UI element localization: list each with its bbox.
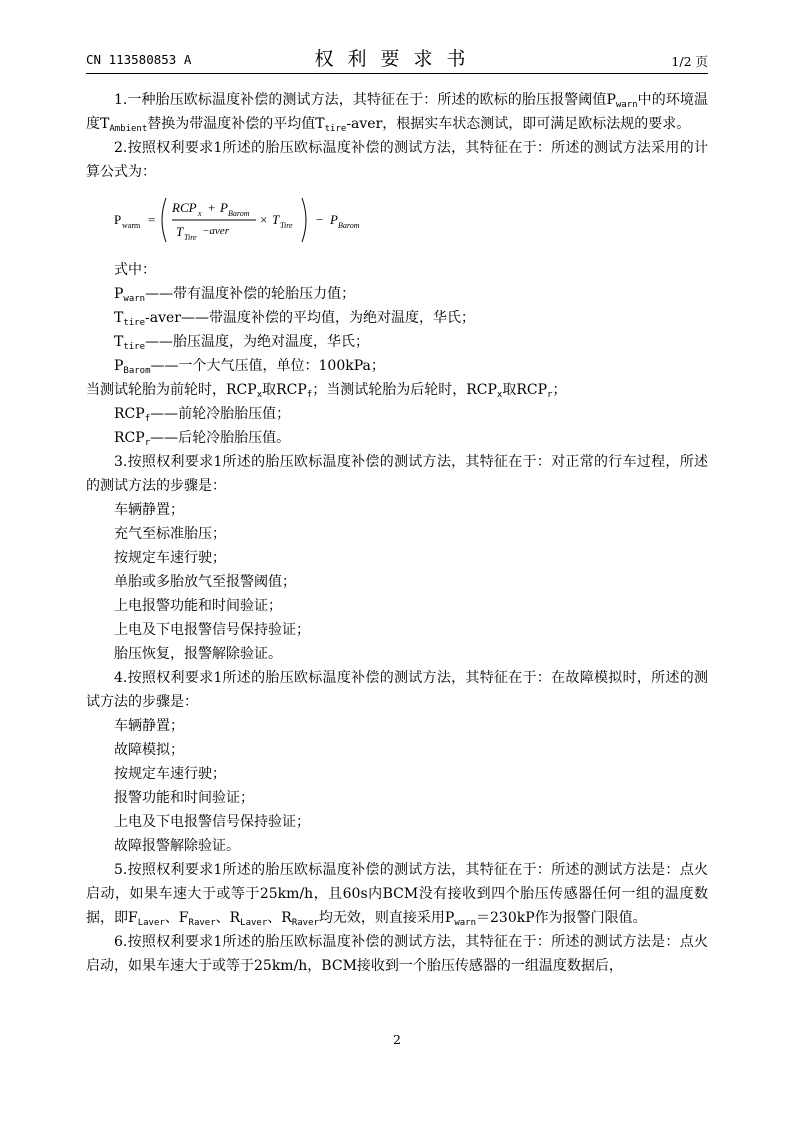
claim-5: 5.按照权利要求1所述的胎压欧标温度补偿的测试方法，其特征在于：所述的测试方法是：点火启动，如果车速大于或等于25km/h，且60s内BCM没有接收到四个胎压传感器任何一组的温度数据，即$F_{Laver}$、$F_{Raver}$、$R_{Laver}$、$R_{Raver}$均无效，则直接采用$P_{warn}=230kP$作为报警门限值。 bbox=[86, 862, 708, 928]
svg-text:=: = bbox=[148, 212, 156, 227]
svg-text:Tire: Tire bbox=[184, 233, 197, 242]
step-item: 车辆静置； bbox=[114, 502, 184, 518]
header-rule bbox=[86, 73, 708, 74]
svg-text:P: P bbox=[330, 212, 338, 227]
formula-lhs-sub: warm bbox=[122, 221, 141, 230]
claim-3: 3.按照权利要求1所述的胎压欧标温度补偿的测试方法，其特征在于：对正常的行车过程，所述的测试方法的步骤是： bbox=[86, 454, 708, 494]
step-item: 故障报警解除验证。 bbox=[114, 838, 240, 854]
svg-text:Tire: Tire bbox=[280, 221, 293, 230]
page-number: 2 bbox=[393, 1032, 401, 1047]
svg-text:x: x bbox=[198, 209, 202, 218]
svg-text:+: + bbox=[208, 200, 216, 215]
definition: $T_{tire}-aver——$带温度补偿的平均值，为绝对温度，华氏； bbox=[114, 310, 475, 328]
svg-text:−: − bbox=[316, 212, 324, 227]
claim-1: 1.一种胎压欧标温度补偿的测试方法，其特征在于：所述的欧标的胎压报警阈值$P_{warn}$中的环境温度$T_{Ambient}$替换为带温度补偿的平均值$T_{tire}$-aver，根据实车状态测试，即可满足欧标法规的要求。 bbox=[86, 92, 709, 134]
formula-rcp: RCP bbox=[172, 200, 197, 215]
step-item: 故障模拟； bbox=[114, 742, 184, 758]
claim-4: 4.按照权利要求1所述的胎压欧标温度补偿的测试方法，其特征在于：在故障模拟时，所述的测试方法的步骤是： bbox=[86, 670, 708, 710]
step-item: 报警功能和时间验证； bbox=[114, 790, 254, 806]
step-item: 按规定车速行驶； bbox=[114, 766, 226, 782]
definition: $RCP_r——$后轮冷胎胎压值。 bbox=[114, 430, 291, 448]
definition: $P_{Barom}——$一个大气压值，单位：100kPa； bbox=[114, 358, 385, 376]
claim-6: 6.按照权利要求1所述的胎压欧标温度补偿的测试方法，其特征在于：所述的测试方法是：点火启动，如果车速大于或等于25km/h，BCM接收到一个胎压传感器的一组温度数据后， bbox=[86, 934, 708, 974]
where-label: 式中： bbox=[114, 262, 156, 278]
definition: $RCP_f——$前轮冷胎胎压值； bbox=[114, 406, 291, 424]
step-item: 充气至标准胎压； bbox=[114, 526, 226, 542]
definition: 当测试轮胎为前轮时，$RCP_x$取$RCP_f$；当测试轮胎为后轮时，$RCP_x$取$RCP_r$； bbox=[86, 382, 567, 400]
step-item: 上电及下电报警信号保持验证； bbox=[114, 814, 310, 830]
svg-text:−aver: −aver bbox=[202, 225, 229, 237]
svg-text:Barom: Barom bbox=[228, 209, 250, 218]
step-item: 胎压恢复，报警解除验证。 bbox=[114, 646, 282, 662]
formula bbox=[114, 192, 708, 248]
step-item: 上电及下电报警信号保持验证； bbox=[114, 622, 310, 638]
step-item: 单胎或多胎放气至报警阈值； bbox=[114, 574, 296, 590]
formula-svg bbox=[114, 192, 414, 248]
definition: $P_{warn}——$带有温度补偿的轮胎压力值； bbox=[114, 286, 356, 304]
svg-text:Barom: Barom bbox=[338, 221, 360, 230]
claim-2: 2.按照权利要求1所述的胎压欧标温度补偿的测试方法，其特征在于：所述的测试方法采用的计算公式为： bbox=[86, 140, 708, 180]
step-item: 车辆静置； bbox=[114, 718, 184, 734]
formula-lhs: P bbox=[114, 212, 122, 227]
step-item: 按规定车速行驶； bbox=[114, 550, 226, 566]
svg-text:×: × bbox=[260, 212, 268, 227]
page-label: 1/2 页 bbox=[671, 54, 708, 69]
doc-number: CN 113580853 A bbox=[86, 52, 192, 67]
svg-text:T: T bbox=[272, 212, 280, 227]
claims-body bbox=[86, 88, 708, 978]
step-item: 上电报警功能和时间验证； bbox=[114, 598, 282, 614]
svg-text:T: T bbox=[176, 224, 184, 239]
svg-text:P: P bbox=[220, 200, 228, 215]
page-title: 权利要求书 bbox=[314, 48, 480, 70]
definition: $T_{tire}——$胎压温度，为绝对温度，华氏； bbox=[114, 334, 370, 352]
